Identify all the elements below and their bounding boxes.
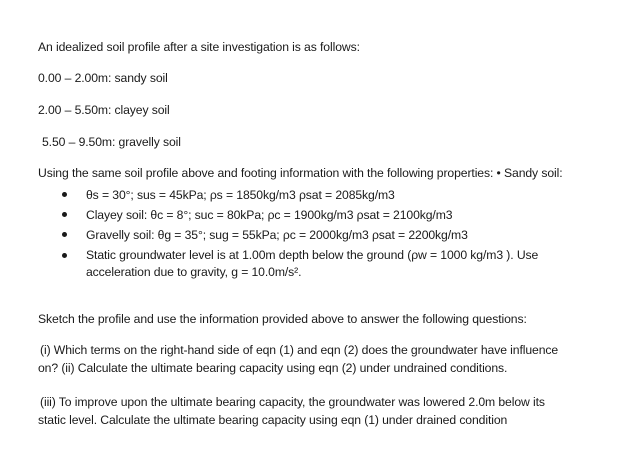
- layer-gravelly: 5.50 – 9.50m: gravelly soil: [42, 135, 181, 149]
- sketch-text: Sketch the profile and use the information provided above to answer the following questions:: [38, 312, 527, 326]
- properties-list: [62, 185, 538, 281]
- intro-text: An idealized soil profile after a site investigation is as follows:: [38, 40, 360, 54]
- gravelly-properties: Gravelly soil: θg = 35°; sug = 55kPa; ρc = 2000kg/m3 ρsat = 2200kg/m3: [86, 228, 468, 242]
- question-2-line-1: (iii) To improve upon the ultimate bearing capacity, the groundwater was lowered 2.0m below its: [40, 395, 545, 409]
- question-1-line-1: (i) Which terms on the right-hand side of eqn (1) and eqn (2) does the groundwater have influence: [40, 343, 559, 357]
- question-1-line-2: on? (ii) Calculate the ultimate bearing capacity using eqn (2) under undrained conditions.: [38, 361, 508, 375]
- bullet-icon: [62, 212, 67, 217]
- bullet-icon: [62, 253, 67, 258]
- using-text: Using the same soil profile above and footing information with the following properties: • Sandy soil:: [38, 166, 563, 180]
- groundwater-line-2: acceleration due to gravity, g = 10.0m/s².: [86, 265, 302, 279]
- list-item: [62, 225, 538, 245]
- list-item: [62, 205, 538, 225]
- clayey-properties: Clayey soil: θc = 8°; suc = 80kPa; ρc = 1900kg/m3 ρsat = 2100kg/m3: [86, 208, 453, 222]
- bullet-icon: [62, 192, 67, 197]
- bullet-icon: [62, 232, 67, 237]
- list-item: [62, 245, 538, 281]
- layer-sandy: 0.00 – 2.00m: sandy soil: [38, 71, 168, 85]
- layer-clayey: 2.00 – 5.50m: clayey soil: [38, 103, 170, 117]
- list-item: [62, 185, 538, 205]
- sandy-properties: θs = 30°; sus = 45kPa; ρs = 1850kg/m3 ρsat = 2085kg/m3: [86, 188, 395, 202]
- groundwater-line-1: Static groundwater level is at 1.00m depth below the ground (ρw = 1000 kg/m3 ). Use: [86, 248, 539, 262]
- question-2-line-2: static level. Calculate the ultimate bearing capacity using eqn (1) under drained condition: [38, 413, 508, 427]
